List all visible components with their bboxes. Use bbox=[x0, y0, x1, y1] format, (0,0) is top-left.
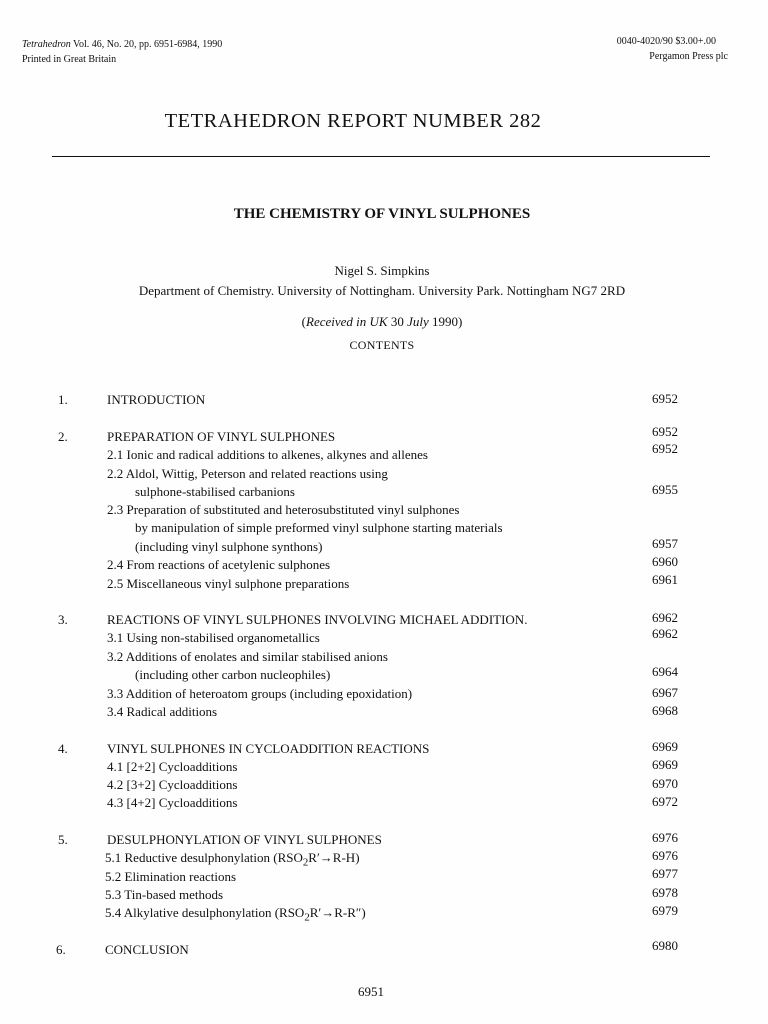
page-number: 6964 bbox=[652, 664, 678, 679]
page-number: 6962 bbox=[652, 610, 678, 625]
page-number: 6962 bbox=[652, 626, 678, 641]
citation-details: Vol. 46, No. 20, pp. 6951-6984, 1990 bbox=[70, 39, 223, 50]
publisher-info bbox=[616, 34, 728, 64]
section-title: PREPARATION OF VINYL SULPHONES bbox=[107, 429, 336, 444]
report-title: TETRAHEDRON REPORT NUMBER 282 bbox=[164, 110, 542, 132]
publisher-name: Pergamon Press plc bbox=[649, 51, 728, 62]
page-number: 6980 bbox=[652, 938, 678, 953]
section-number: 6. bbox=[56, 942, 66, 957]
section-title: DESULPHONYLATION OF VINYL SULPHONES bbox=[107, 832, 382, 847]
page-number: 6957 bbox=[652, 536, 678, 551]
page-number: 6961 bbox=[652, 572, 678, 587]
page-number: 6970 bbox=[652, 776, 678, 791]
page-number: 6968 bbox=[652, 703, 678, 718]
page-number: 6976 bbox=[652, 848, 678, 863]
journal-name: Tetrahedron bbox=[22, 39, 71, 50]
toc-item: 3.2 Additions of enolates and similar stabilised anions bbox=[107, 649, 388, 664]
section-number: 3. bbox=[58, 612, 68, 627]
section-number: 5. bbox=[58, 832, 68, 847]
page-number: 6967 bbox=[652, 685, 678, 700]
page-number: 6955 bbox=[652, 482, 678, 497]
section-title: VINYL SULPHONES IN CYCLOADDITION REACTIONS bbox=[107, 741, 430, 756]
page-number: 6969 bbox=[652, 739, 678, 754]
author-affiliation: Department of Chemistry. University of Nottingham. University Park. Nottingham NG7 2RD bbox=[138, 283, 626, 298]
page-number: 6978 bbox=[652, 885, 678, 900]
toc-item: 5.3 Tin-based methods bbox=[105, 887, 224, 902]
page-number: 6976 bbox=[652, 830, 678, 845]
author-name: Nigel S. Simpkins bbox=[334, 263, 430, 278]
toc-item: 5.1 Reductive desulphonylation $(RSO_2R'\to R-H)$ bbox=[105, 850, 360, 869]
footer-page-number: 6951 bbox=[358, 984, 384, 999]
toc-item-continuation: by manipulation of simple preformed vinyl sulphone starting materials bbox=[135, 520, 503, 535]
page-number: 6952 bbox=[652, 424, 678, 439]
section-number: 4. bbox=[58, 741, 68, 756]
page-number: 6952 bbox=[652, 391, 678, 406]
page-number: 6969 bbox=[652, 757, 678, 772]
toc-item: 3.1 Using non-stabilised organometallics bbox=[107, 630, 320, 645]
toc-item: 5.4 Alkylative desulphonylation $(RSO_2R'\to R-R'')$ bbox=[105, 905, 366, 924]
price-code: 0040-4020/90 $3.00+.00 bbox=[616, 36, 716, 47]
toc-item: 3.4 Radical additions bbox=[107, 704, 218, 719]
page-number: 6979 bbox=[652, 903, 678, 918]
toc-item: 2.5 Miscellaneous vinyl sulphone preparations bbox=[107, 576, 350, 591]
toc-item: 2.1 Ionic and radical additions to alkenes, alkynes and allenes bbox=[107, 447, 428, 462]
toc-item: 2.2 Aldol, Wittig, Peterson and related reactions using bbox=[107, 466, 388, 481]
toc-item-continuation: (including vinyl sulphone synthons) bbox=[135, 539, 323, 554]
toc-item: 4.3 [4+2] Cycloadditions bbox=[107, 795, 238, 810]
printed-in: Printed in Great Britain bbox=[22, 54, 117, 65]
toc-item: 2.4 From reactions of acetylenic sulphones bbox=[107, 557, 331, 572]
journal-citation bbox=[22, 37, 222, 67]
toc-item: 3.3 Addition of heteroatom groups (including epoxidation) bbox=[107, 686, 413, 701]
page-number: 6977 bbox=[652, 866, 678, 881]
section-number: 1. bbox=[58, 392, 68, 407]
toc-item-continuation: sulphone-stabilised carbanions bbox=[135, 484, 295, 499]
section-number: 2. bbox=[58, 429, 68, 444]
title-rule bbox=[52, 156, 710, 157]
paper-title: THE CHEMISTRY OF VINYL SULPHONES bbox=[233, 206, 531, 222]
toc-item: 5.2 Elimination reactions bbox=[105, 869, 237, 884]
toc-item: 2.3 Preparation of substituted and heterosubstituted vinyl sulphones bbox=[107, 502, 460, 517]
received-date: (Received in UK 30 July 1990) bbox=[301, 314, 463, 329]
toc-item: 4.1 [2+2] Cycloadditions bbox=[107, 759, 238, 774]
page-number: 6952 bbox=[652, 441, 678, 456]
section-title: INTRODUCTION bbox=[107, 392, 206, 407]
section-title: CONCLUSION bbox=[105, 942, 189, 957]
toc-item: 4.2 [3+2] Cycloadditions bbox=[107, 777, 238, 792]
contents-heading: CONTENTS bbox=[349, 338, 415, 352]
page-number: 6960 bbox=[652, 554, 678, 569]
page-number: 6972 bbox=[652, 794, 678, 809]
toc-item-continuation: (including other carbon nucleophiles) bbox=[135, 667, 331, 682]
section-title: REACTIONS OF VINYL SULPHONES INVOLVING MICHAEL ADDITION. bbox=[107, 612, 528, 627]
